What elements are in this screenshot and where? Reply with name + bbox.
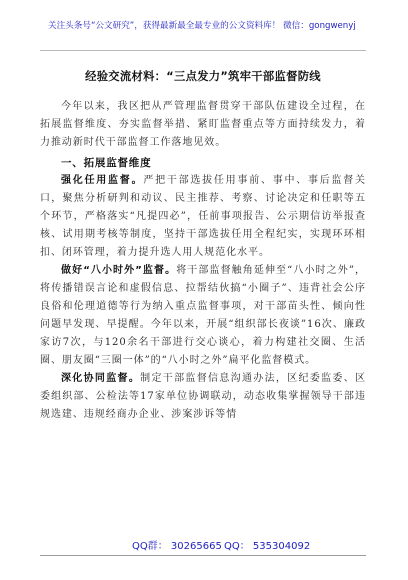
header-banner: 关注头条号“公文研究”，获得最新最全最专业的公文资料库！ 微信：gongwenyj bbox=[48, 21, 356, 31]
paragraph-text: 严把干部选拔任用事前、事中、事后监督关口，聚焦分析研判和动议、民主推荐、考察、讨论决定和任职等五个环节，严格落实“凡提四必”，任前事项报告、公示期信访举报查核、试用期考核等制度，坚持干部选拔任用全程纪实，实现环环相扣、闭环管理，着力提升选人用人规范化水平。 bbox=[40, 175, 366, 258]
paragraph-text: 将干部监督触角延伸至“八小时之外”，将传播错误言论和虚假信息、拉帮结伙搞“小圈子”、违背社会公序良俗和伦理道德等行为纳入重点监督事项，对干部苗头性、倾向性问题早发现、早提醒。今年以来，开展“组织部长夜谈”16次、廉政家访7次，与120余名干部进行交心谈心，着力构建社交圈、生活圈、朋友圈“三圈一体”的“八小时之外”扁平化监督模式。 bbox=[40, 265, 366, 366]
document-body bbox=[40, 98, 366, 424]
paragraph-text: 制定干部监督信息沟通办法，区纪委监委、区委组织部、公检法等17家单位协调联动，动态收集掌握领导干部违规选建、违规经商办企业、涉案涉诉等情 bbox=[40, 373, 366, 420]
footer-contact bbox=[40, 540, 366, 554]
paragraph-lead: 强化任用监督。 bbox=[61, 175, 144, 186]
footer-qq-number: QQ： 535304092 bbox=[224, 541, 311, 552]
paragraph-after-hours-supervision bbox=[40, 262, 366, 370]
intro-paragraph: 今年以来，我区把从严管理监督贯穿干部队伍建设全过程，在拓展监督维度、夯实监督举措、紧盯监督重点等方面持续发力，着力推动新时代干部监督工作落地见效。 bbox=[40, 101, 366, 148]
footer-divider bbox=[40, 555, 366, 556]
section-heading: 一、拓展监督维度 bbox=[61, 157, 152, 169]
paragraph-coordinated-supervision bbox=[40, 370, 366, 424]
footer-qq-group: QQ群： 30265665 bbox=[132, 541, 222, 552]
header-divider bbox=[40, 50, 366, 51]
document-title: 经验交流材料：“三点发力”筑牢干部监督防线 bbox=[85, 70, 321, 83]
paragraph-lead: 做好“八小时外”监督。 bbox=[61, 265, 177, 276]
paragraph-lead: 深化协同监督。 bbox=[61, 373, 141, 384]
paragraph-appointment-supervision bbox=[40, 172, 366, 262]
